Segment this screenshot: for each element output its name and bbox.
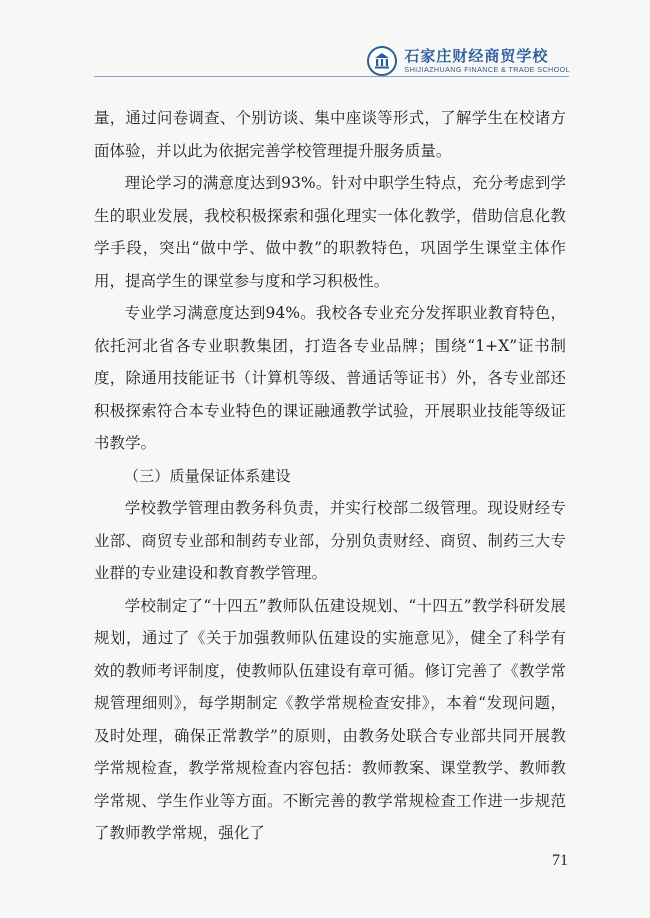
school-name-en: SHIJIAZHUANG FINANCE & TRADE SCHOOL (404, 65, 570, 74)
section-heading: （三）质量保证体系建设 (124, 466, 291, 485)
paragraph-3: 专业学习满意度达到94%。我校各专业充分发挥职业教育特色，依托河北省各专业职教集团，打造各专业品牌；围绕“1+X”证书制度，除通用技能证书（计算机等级、普通话等证书）外，各专业部还积极探索符合本专业特色的课证融通教学试验，开展职业技能等级证书教学。 (94, 304, 566, 452)
paragraph-1: 量，通过问卷调查、个别访谈、集中座谈等形式，了解学生在校诸方面体验，并以此为依据完善学校管理提升服务质量。 (94, 109, 566, 160)
school-emblem-icon (367, 46, 397, 76)
school-building-icon (372, 51, 392, 71)
paragraph-2: 理论学习的满意度达到93%。针对中职学生特点，充分考虑到学生的职业发展，我校积极探索和强化理实一体化教学，借助信息化教学手段，突出“做中学、做中教”的职教特色，巩固学生课堂主体作用，提高学生的课堂参与度和学习积极性。 (94, 174, 566, 290)
body-text (94, 102, 566, 850)
page-number: 71 (552, 852, 568, 869)
paragraph-5: 学校制定了“十四五”教师队伍建设规划、“十四五”教学科研发展规划，通过了《关于加强教师队伍建设的实施意见》，健全了科学有效的教师考评制度，使教师队伍建设有章可循。修订完善了《教学常规管理细则》，每学期制定《教学常规检查安排》，本着“发现问题，及时处理，确保正常教学”的原则，由教务处联合专业部共同开展教学常规检查，教学常规检查内容包括：教师教案、课堂教学、教师教学常规、学生作业等方面。不断完善的教学常规检查工作进一步规范了教师教学常规，强化了 (94, 596, 566, 842)
school-name-cn: 石家庄财经商贸学校 (404, 47, 549, 65)
school-name-block (404, 47, 570, 75)
header-divider (94, 76, 569, 77)
paragraph-4: 学校教学管理由教务科负责，并实行校部二级管理。现设财经专业部、商贸专业部和制药专业部，分别负责财经、商贸、制药三大专业群的专业建设和教育教学管理。 (94, 499, 566, 582)
page-header (367, 46, 570, 76)
